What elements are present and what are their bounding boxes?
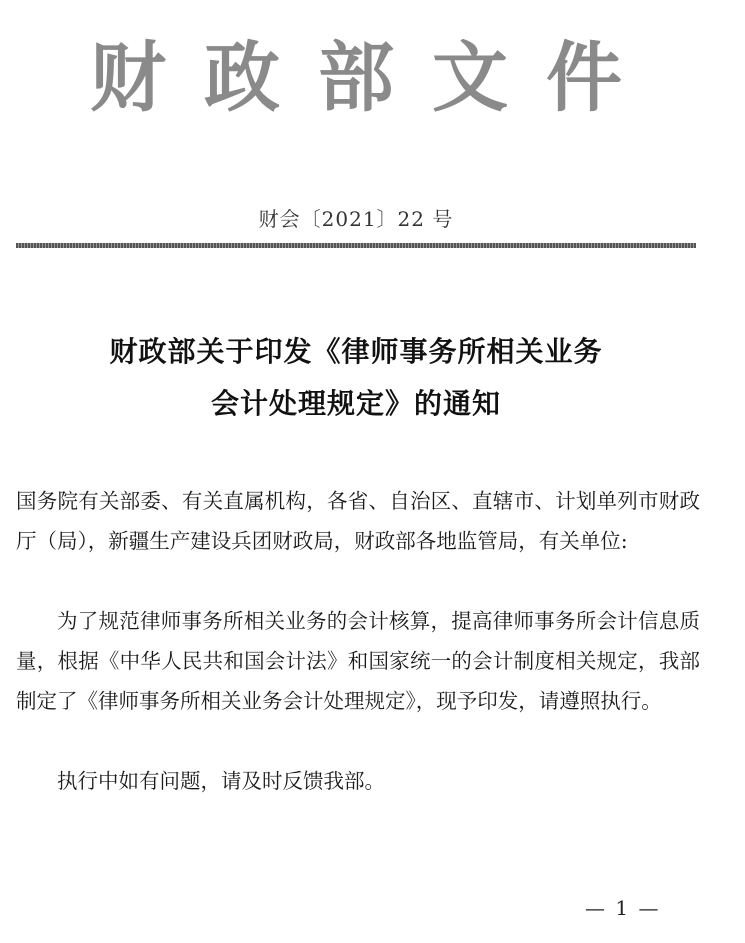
header-divider	[16, 243, 696, 248]
document-number: 财会〔2021〕22 号	[258, 207, 454, 231]
notice-title-line-1: 财政部关于印发《律师事务所相关业务	[109, 335, 603, 368]
body-paragraph-1: 为了规范律师事务所相关业务的会计核算，提高律师事务所会计信息质量，根据《中华人民共和国会计法》和国家统一的会计制度相关规定，我部制定了《律师事务所相关业务会计处理规定》，现予印发，请遵照执行。	[16, 609, 700, 713]
notice-title-line-2: 会计处理规定》的通知	[210, 387, 501, 420]
masthead-title: 财政部文件	[90, 33, 660, 122]
addressee-paragraph: 国务院有关部委、有关直属机构，各省、自治区、直辖市、计划单列市财政厅（局），新疆生产建设兵团财政局，财政部各地监管局，有关单位:	[16, 489, 700, 553]
page-number: — 1 —	[585, 896, 661, 920]
body-paragraph-2: 执行中如有问题，请及时反馈我部。	[57, 769, 385, 793]
